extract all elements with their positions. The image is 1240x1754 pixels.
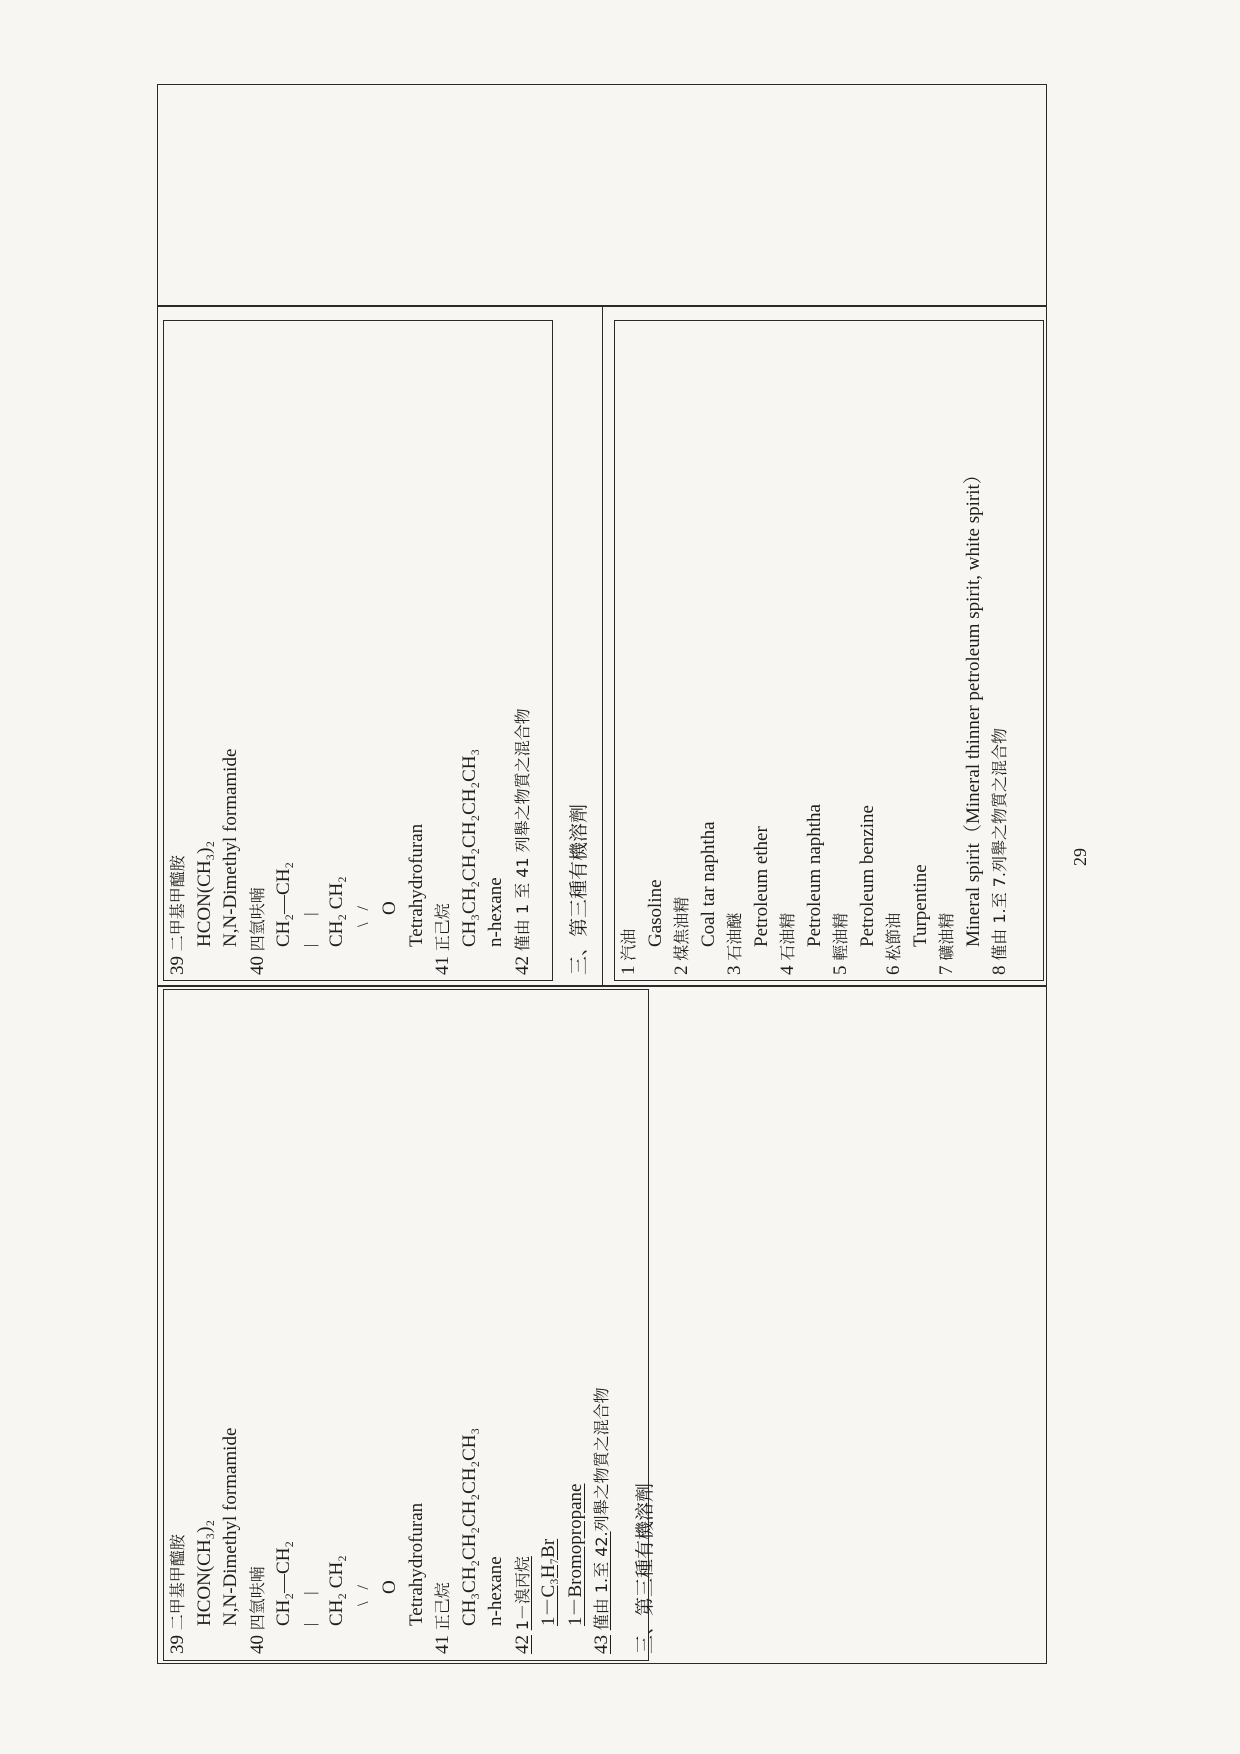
item-40: 40 四氫呋喃 [246,1566,268,1654]
name-hexane: n-hexane [485,877,506,947]
name-thf: Tetrahydrofuran [405,1502,427,1626]
solvent-6: 6 松節油 [883,912,904,975]
solvent-5: 5 輕油精 [830,912,851,975]
formula-dmf: HCON(CH₃)₂ [193,1519,215,1626]
solvent-3-en: Petroleum ether [750,826,772,947]
column-divider [602,305,603,985]
item-41: 41 正己烷 [432,1582,453,1654]
left-panel-text [165,994,658,1654]
thf-structure-top: CH₂—CH₂ [273,861,294,947]
solvent-5-en: Petroleum benzine [856,805,878,947]
thf-structure-oxygen: O [379,1580,400,1594]
item-39: 39 二甲基甲醯胺 [167,855,188,975]
item-41: 41 正己烷 [432,903,453,975]
thf-structure-bonds: | | [301,912,319,947]
solvent-4-en: Petroleum naphtha [803,804,825,947]
thf-structure-ring: \ / [354,906,372,927]
formula-bromopropane: 1－C₃H₇Br [538,1538,559,1626]
solvent-2-en: Coal tar naphtha [697,821,719,947]
third-solvent-list [616,325,1014,975]
solvent-7-en: Mineral spirit（Mineral thinner petroleum spirit, white spirit） [962,465,984,947]
item-42: 42 僅由 1 至 41 列舉之物質之混合物 [511,708,533,975]
middle-panel-text [165,325,593,975]
thf-structure-bottom: CH₂ CH₂ [326,876,347,947]
item-43: 43 僅由 1.至 42.列舉之物質之混合物 [591,1387,612,1654]
solvent-1-en: Gasoline [644,879,666,947]
formula-hexane: CH₃CH₂CH₂CH₂CH₂CH₃ [458,1427,480,1626]
middle-section-heading: 三、第三種有機溶劑 [568,803,590,975]
thf-structure-bottom: CH₂ CH₂ [326,1555,347,1626]
formula-hexane: CH₃CH₂CH₂CH₂CH₂CH₃ [458,748,480,947]
solvent-8: 8 僅由 1.至 7.列舉之物質之混合物 [989,728,1010,975]
thf-structure-top: CH₂—CH₂ [273,1540,294,1626]
row-divider-2 [157,985,1047,987]
name-dmf: N,N-Dimethyl formamide [220,1427,241,1626]
name-hexane: n-hexane [485,1556,506,1626]
left-section-heading: 三、第三種有機溶劑 [633,1482,656,1654]
name-dmf: N,N-Dimethyl formamide [220,748,241,947]
solvent-4: 4 石油精 [777,912,798,975]
page-number: 29 [1070,848,1090,866]
item-39: 39 二甲基甲醯胺 [167,1534,188,1654]
thf-structure-ring: \ / [354,1585,372,1606]
item-40: 40 四氫呋喃 [246,887,268,975]
solvent-7: 7 礦油精 [936,912,957,975]
name-bromopropane: 1－Bromopropane [564,1483,586,1626]
item-42: 42 1－溴丙烷 [511,1556,533,1654]
solvent-1: 1 汽油 [618,928,639,975]
solvent-2: 2 煤焦油精 [671,896,692,975]
thf-structure-bonds: | | [301,1591,319,1626]
solvent-6-en: Turpentine [909,864,931,947]
solvent-3: 3 石油醚 [724,912,745,975]
name-thf: Tetrahydrofuran [405,823,427,947]
formula-dmf: HCON(CH₃)₂ [193,840,215,947]
thf-structure-oxygen: O [379,901,400,915]
